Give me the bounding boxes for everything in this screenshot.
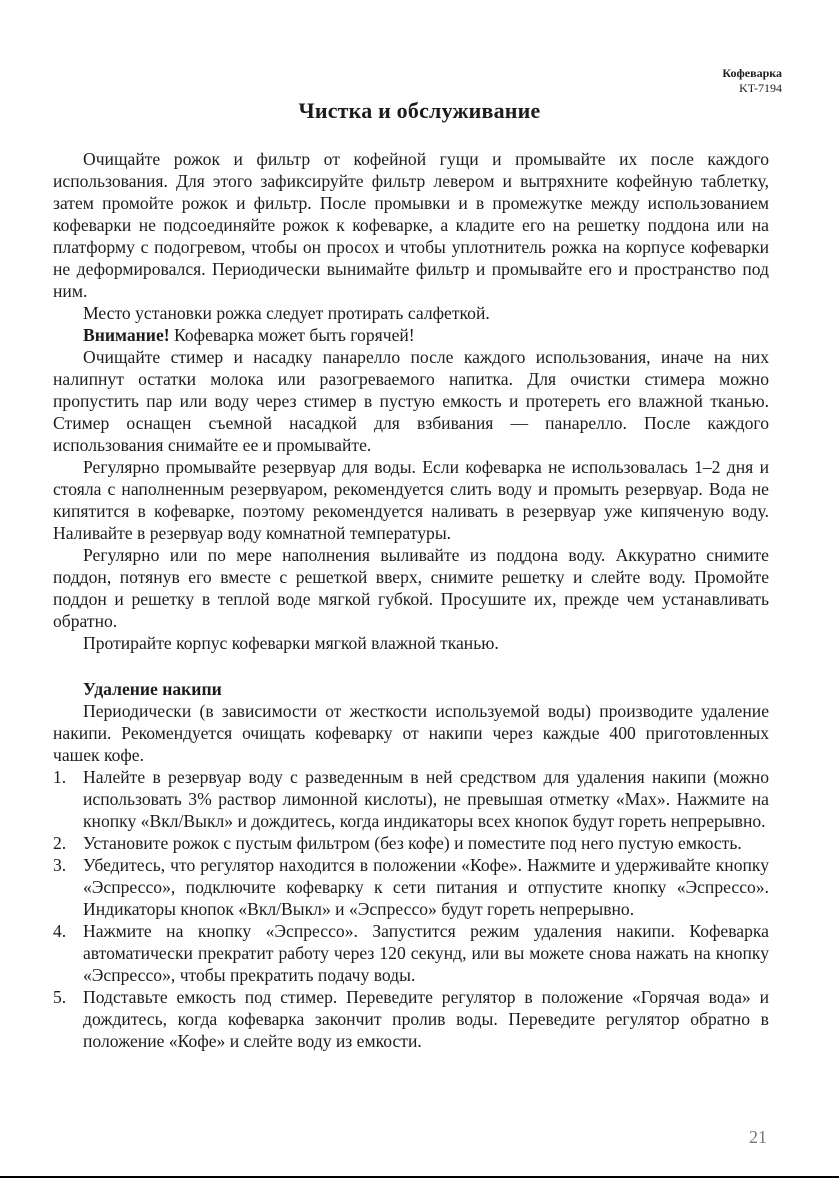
paragraph-wipe: Место установки рожка следует протирать салфеткой. [83, 303, 490, 323]
step-text: Установите рожок с пустым фильтром (без кофе) и поместите под него пустую емкость. [83, 833, 742, 853]
descaling-step [53, 854, 769, 920]
paragraph-warning [53, 324, 769, 346]
descaling-steps [53, 766, 769, 1052]
page-title: Чистка и обслуживание [298, 98, 541, 123]
step-number: 5. [53, 987, 67, 1007]
descaling-step [53, 766, 769, 832]
descaling-step [53, 832, 769, 854]
step-number: 1. [53, 767, 67, 787]
descaling-step [53, 920, 769, 986]
footer-rule [0, 1176, 839, 1178]
paragraph-reservoir: Регулярно промывайте резервуар для воды. Если кофеварка не использовалась 1–2 дня и стояла с наполненным резервуаром, рекомендуется слить воду и промыть резервуар. Вода не кипятится в кофеварке, поэтому рекомендуется наливать в резервуар уже кипяченую воду. Наливайте в резервуар воду комнатной температуры. [53, 457, 769, 543]
product-name: Кофеварка [722, 66, 782, 80]
step-number: 3. [53, 855, 67, 875]
paragraph-portafilter: Очищайте рожок и фильтр от кофейной гущи и промывайте их после каждого использования. Для этого зафиксируйте фильтр левером и вытряхните кофейную таблетку, затем промойте рожок и фильтр. После промывки и в промежутке между использованием кофеварки не подсоединяйте рожок к кофеварке, а кладите его на решетку поддона или на платформу с подогревом, чтобы он просох и чтобы уплотнитель рожка на корпусе кофеварки не деформировался. Периодически вынимайте фильтр и промывайте его и пространство под ним. [53, 149, 769, 301]
descaling-intro: Периодически (в зависимости от жесткости используемой воды) производите удаление накипи. Рекомендуется очищать кофеварку от накипи через каждые 400 приготовленных чашек кофе. [53, 701, 769, 765]
paragraph-steamer: Очищайте стимер и насадку панарелло после каждого использования, иначе на них налипнут остатки молока или разогреваемого напитка. Для очистки стимера можно пропустить пар или воду через стимер в пустую емкость и протереть его влажной тканью. Стимер оснащен съемной насадкой для взбивания — панарелло. После каждого использования снимайте ее и промывайте. [53, 347, 769, 455]
page-number: 21 [749, 1127, 767, 1147]
step-text: Нажмите на кнопку «Эспрессо». Запустится режим удаления накипи. Кофеварка автоматически прекратит работу через 120 секунд, или вы можете снова нажать на кнопку «Эспрессо», чтобы прекратить подачу воды. [83, 921, 769, 985]
main-content [53, 148, 769, 1052]
step-text: Подставьте емкость под стимер. Переведите регулятор в положение «Горячая вода» и дождитесь, когда кофеварка закончит пролив воды. Переведите регулятор обратно в положение «Кофе» и слейте воду из емкости. [83, 987, 769, 1051]
warning-label: Внимание! [83, 325, 170, 345]
paragraph-drip-tray: Регулярно или по мере наполнения выливайте из поддона воду. Аккуратно снимите поддон, потянув его вместе с решеткой вверх, снимите решетку и слейте воду. Промойте поддон и решетку в теплой воде мягкой губкой. Просушите их, прежде чем устанавливать обратно. [53, 545, 769, 631]
warning-text: Кофеварка может быть горячей! [169, 325, 415, 345]
paragraph-body: Протирайте корпус кофеварки мягкой влажной тканью. [83, 633, 499, 653]
step-number: 4. [53, 921, 67, 941]
descaling-heading: Удаление накипи [83, 679, 222, 699]
model-number: KT-7194 [739, 81, 782, 95]
step-text: Убедитесь, что регулятор находится в положении «Кофе». Нажмите и удерживайте кнопку «Эспрессо», подключите кофеварку к сети питания и отпустите кнопку «Эспрессо». Индикаторы кнопок «Вкл/Выкл» и «Эспрессо» будут гореть непрерывно. [83, 855, 769, 919]
step-number: 2. [53, 833, 67, 853]
page-header [722, 66, 782, 96]
step-text: Налейте в резервуар воду с разведенным в ней средством для удаления накипи (можно использовать 3% раствор лимонной кислоты), не превышая отметку «Max». Нажмите на кнопку «Вкл/Выкл» и дождитесь, когда индикаторы всех кнопок будут гореть непрерывно. [83, 767, 769, 831]
descaling-step [53, 986, 769, 1052]
